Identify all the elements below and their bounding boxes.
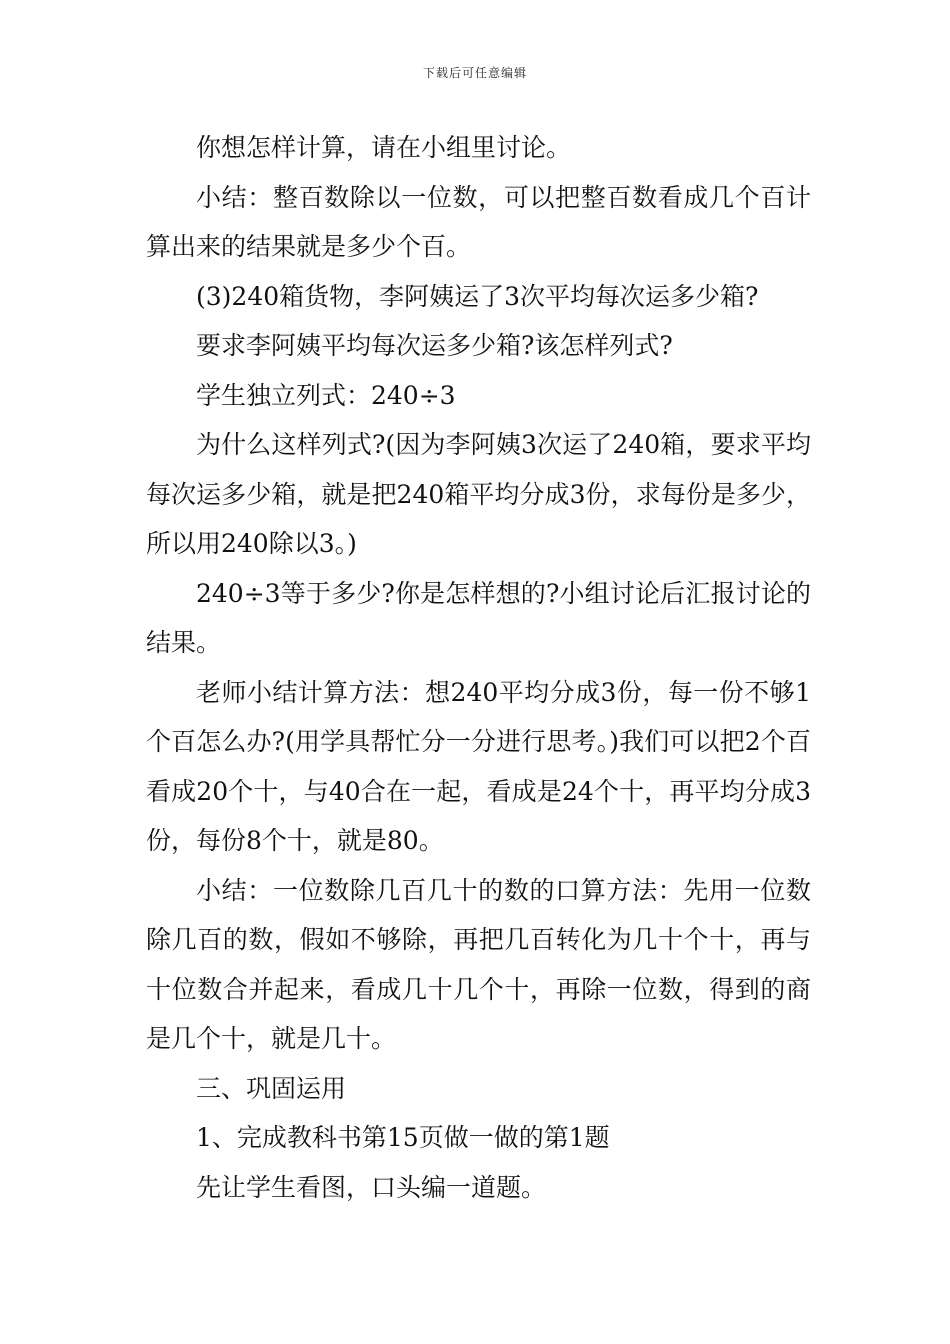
paragraph-how-to-formulate: 要求李阿姨平均每次运多少箱?该怎样列式? xyxy=(196,331,673,360)
paragraph-summary-method: 小结：一位数除几百几十的数的口算方法：先用一位数除几百的数，假如不够除，再把几百转化为几十个十，再与十位数合并起来，看成几十几个十，再除一位数，得到的商是几个十，就是几十。 xyxy=(146,875,811,1053)
paragraph-discuss: 你想怎样计算，请在小组里讨论。 xyxy=(196,133,572,162)
paragraph-teacher-summary: 老师小结计算方法：想240平均分成3份，每一份不够1个百怎么办?(用学具帮忙分一分进行思考。)我们可以把2个百看成20个十，与40合在一起，看成是24个十，再平均分成3份，每份8个十，就是80。 xyxy=(146,677,811,855)
document-body xyxy=(146,123,811,1212)
page-header: 下载后可任意编辑 xyxy=(422,66,527,80)
paragraph-why-formula: 为什么这样列式?(因为李阿姨3次运了240箱，要求平均每次运多少箱，就是把240箱平均分成3份，求每份是多少，所以用240除以3。) xyxy=(146,430,811,558)
paragraph-look-at-picture: 先让学生看图，口头编一道题。 xyxy=(196,1172,547,1202)
section-heading-consolidate: 三、巩固运用 xyxy=(196,1073,347,1103)
paragraph-how-much: 240÷3等于多少?你是怎样想的?小组讨论后汇报讨论的结果。 xyxy=(146,578,811,657)
paragraph-exercise-1: 1、完成教科书第15页做一做的第1题 xyxy=(196,1123,610,1152)
paragraph-summary-hundreds: 小结：整百数除以一位数，可以把整百数看成几个百计算出来的结果就是多少个百。 xyxy=(146,182,811,261)
paragraph-student-formula: 学生独立列式：240÷3 xyxy=(196,380,456,410)
paragraph-question-3: (3)240箱货物，李阿姨运了3次平均每次运多少箱? xyxy=(196,281,759,311)
